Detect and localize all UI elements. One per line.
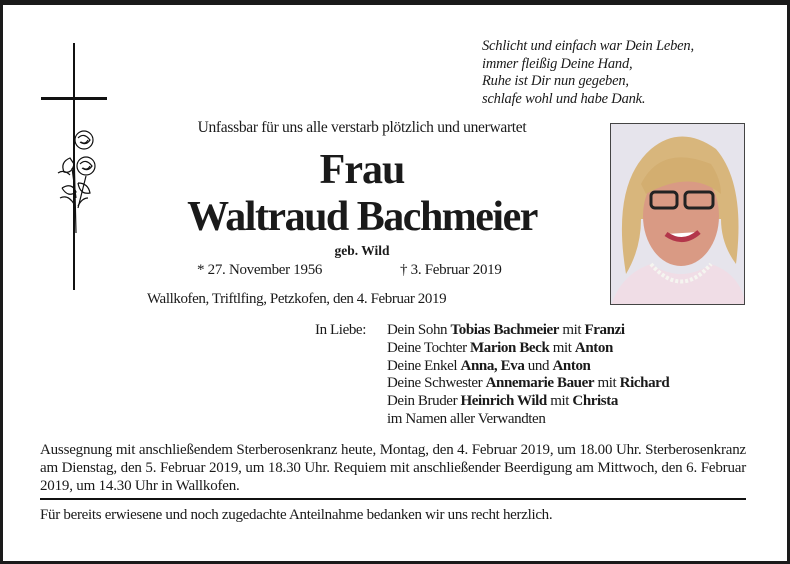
portrait-image <box>611 124 745 305</box>
service-details: Aussegnung mit anschließendem Sterberosenkranz heute, Montag, den 4. Februar 2019, um 18.00 Uhr. Sterberosenkranz am Dienstag, den 5. Februar 2019, um 18.30 Uhr. Requiem mit anschließender Beerdigung am Mittwoch, den 6. Februar 2019, um 14.30 Uhr in Wallkofen. <box>40 442 746 494</box>
poem-line: schlafe wohl und habe Dank. <box>482 90 646 107</box>
family-text: mit <box>546 393 573 410</box>
family-text: Deine Tochter <box>387 339 471 356</box>
poem-line: Schlicht und einfach war Dein Leben, <box>482 38 694 54</box>
family-member-name: Marion Beck <box>470 339 550 356</box>
family-list <box>387 322 669 429</box>
family-member-name: Anton <box>574 339 613 356</box>
maiden-name: geb. Wild <box>334 243 390 258</box>
poem-line: immer fleißig Deine Hand, <box>482 55 633 72</box>
divider <box>40 498 746 500</box>
portrait-photo <box>610 123 745 305</box>
family-member-name: Annemarie Bauer <box>485 375 595 392</box>
family-member-name: Anna, Eva <box>460 357 525 374</box>
family-text: mit <box>594 375 620 392</box>
family-line <box>387 393 669 411</box>
family-text: Deine Enkel <box>387 357 461 374</box>
intro-text: Unfassbar für uns alle verstarb plötzlich und unerwartet <box>197 119 527 136</box>
poem <box>482 38 694 108</box>
family-line <box>387 411 669 429</box>
family-line <box>387 358 669 376</box>
family-text: Dein Sohn <box>387 322 451 338</box>
family-member-name: Franzi <box>584 322 625 338</box>
family-text: mit <box>549 339 575 356</box>
family-member-name: Heinrich Wild <box>460 393 547 410</box>
death-date: † 3. Februar 2019 <box>400 262 502 278</box>
family-line <box>387 322 669 340</box>
family-line <box>387 375 669 393</box>
salutation: Frau <box>319 147 405 193</box>
family-member-name: Tobias Bachmeier <box>450 322 559 338</box>
family-text: und <box>524 357 553 374</box>
family-member-name: Anton <box>552 357 591 374</box>
family-text: mit <box>558 322 585 338</box>
in-liebe-label: In Liebe: <box>315 322 366 338</box>
place-date: Wallkofen, Triftlfing, Petzkofen, den 4. Februar 2019 <box>147 291 447 307</box>
thanks-text: Für bereits erwiesene und noch zugedachte Anteilnahme bedanken wir uns recht herzlich. <box>40 507 553 523</box>
deceased-name: Waltraud Bachmeier <box>187 194 537 240</box>
family-text: im Namen aller Verwandten <box>387 410 546 427</box>
rose-icon <box>50 128 102 238</box>
family-text: Deine Schwester <box>387 375 486 392</box>
family-text: Dein Bruder <box>387 393 461 410</box>
poem-line: Ruhe ist Dir nun gegeben, <box>482 73 629 89</box>
family-member-name: Christa <box>572 393 618 410</box>
cross-horizontal <box>41 97 107 100</box>
family-member-name: Richard <box>619 375 670 392</box>
family-line <box>387 340 669 358</box>
birth-date: * 27. November 1956 <box>197 262 323 278</box>
